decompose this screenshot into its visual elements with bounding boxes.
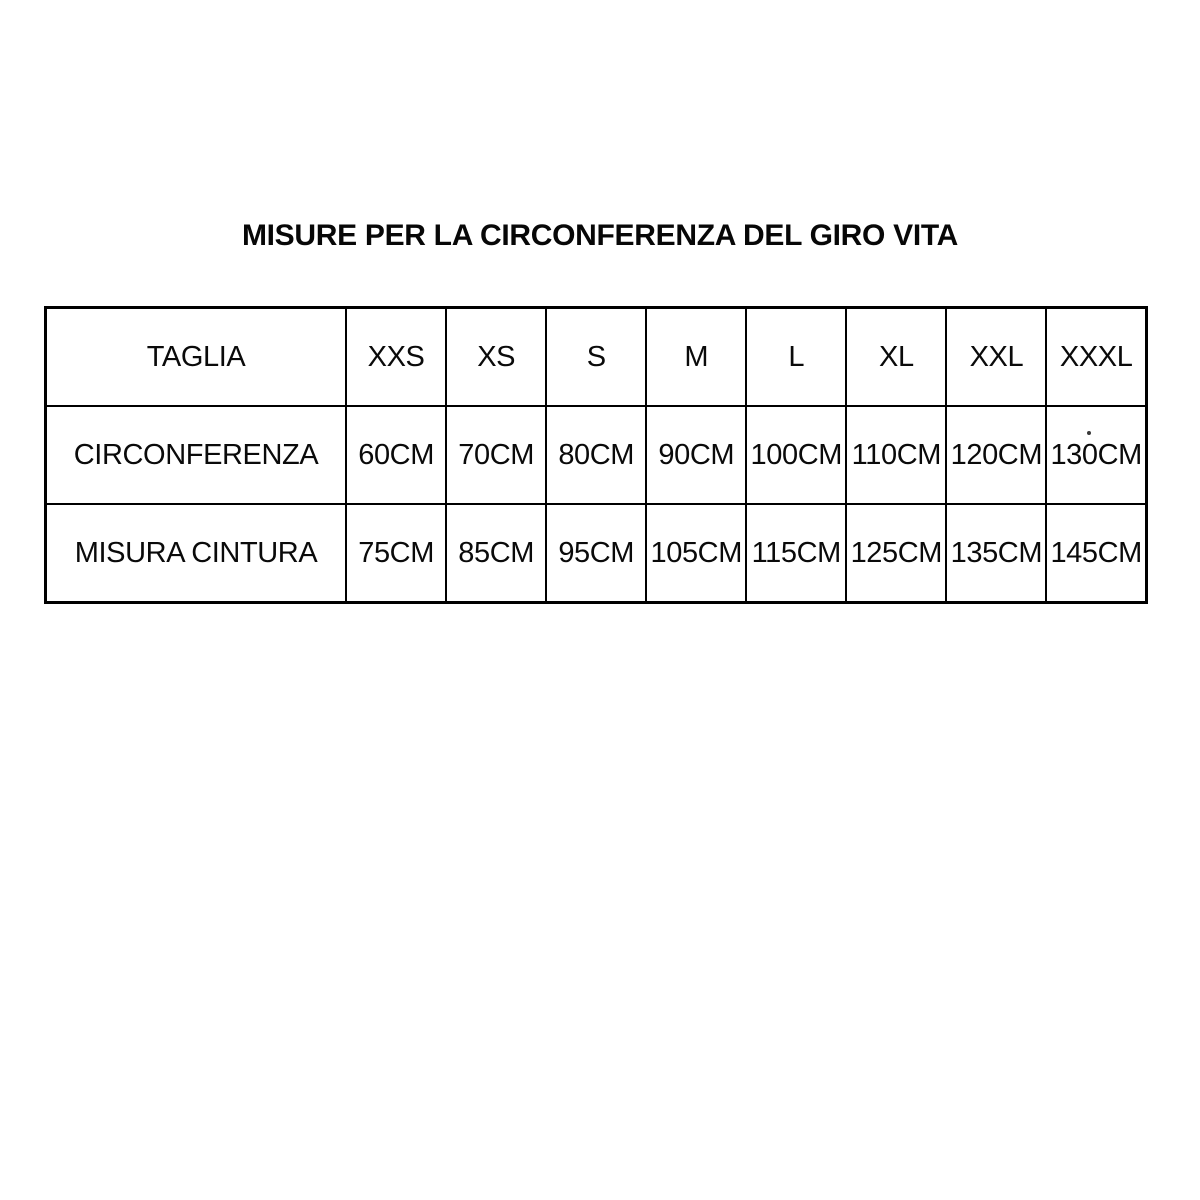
cell-circonferenza-l: 100CM [746, 406, 846, 504]
cell-circonferenza-xxs: 60CM [346, 406, 446, 504]
table-row-circonferenza [46, 406, 1147, 504]
cell-circonferenza-xl: 110CM [846, 406, 946, 504]
cell-circonferenza-m: 90CM [646, 406, 746, 504]
table-row-misura-cintura [46, 504, 1147, 603]
header-cell-m: M [646, 308, 746, 407]
header-cell-xs: XS [446, 308, 546, 407]
cell-misura-cintura-s: 95CM [546, 504, 646, 603]
header-cell-xl: XL [846, 308, 946, 407]
header-cell-xxl: XXL [946, 308, 1046, 407]
row-label-misura-cintura: MISURA CINTURA [46, 504, 347, 603]
page-title: MISURE PER LA CIRCONFERENZA DEL GIRO VITA [241, 219, 959, 252]
cell-misura-cintura-xxl: 135CM [946, 504, 1046, 603]
cell-circonferenza-xxl: 120CM [946, 406, 1046, 504]
table-header-row [46, 308, 1147, 407]
size-chart-table [44, 306, 1148, 604]
cell-misura-cintura-xxs: 75CM [346, 504, 446, 603]
header-cell-xxxl: XXXL [1046, 308, 1146, 407]
header-cell-s: S [546, 308, 646, 407]
header-cell-l: L [746, 308, 846, 407]
cell-circonferenza-xxxl-value: 130CM [1050, 438, 1142, 471]
cell-circonferenza-xs: 70CM [446, 406, 546, 504]
cell-misura-cintura-l: 115CM [746, 504, 846, 603]
row-label-circonferenza: CIRCONFERENZA [46, 406, 347, 504]
cell-misura-cintura-xl: 125CM [846, 504, 946, 603]
header-cell-xxs: XXS [346, 308, 446, 407]
cell-misura-cintura-xxxl: 145CM [1046, 504, 1146, 603]
cell-circonferenza-s: 80CM [546, 406, 646, 504]
cell-misura-cintura-m: 105CM [646, 504, 746, 603]
header-cell-taglia: TAGLIA [46, 308, 347, 407]
cell-misura-cintura-xs: 85CM [446, 504, 546, 603]
stray-dot-artifact [1087, 431, 1091, 435]
cell-circonferenza-xxxl [1046, 406, 1146, 504]
